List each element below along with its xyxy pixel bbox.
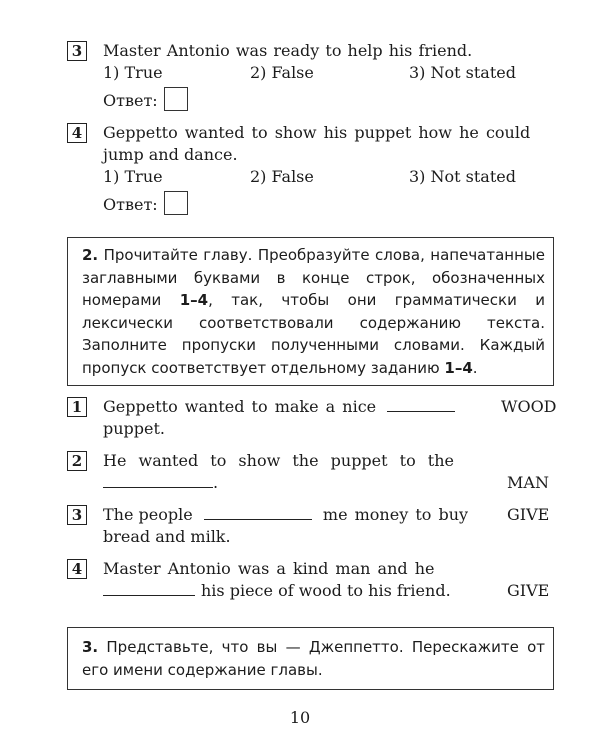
gap-4-text-after: his piece of wood to his friend. — [201, 581, 451, 600]
q4-answer-box[interactable] — [164, 191, 188, 215]
gap-2-line1: He wanted to show the puppet to the — [103, 451, 455, 470]
gap-4-blank[interactable] — [103, 581, 195, 596]
q3-option-1: 1) True — [103, 63, 163, 82]
q3-option-2: 2) False — [250, 63, 314, 82]
gap-3-text-before: The people — [103, 505, 193, 524]
gap-4-line2 — [103, 580, 451, 602]
gap-3-text-after: me money to buy — [322, 505, 469, 524]
task-2-range-2: 1–4 — [444, 358, 473, 377]
gap-3-line2: bread and milk. — [103, 527, 231, 546]
q4-option-3: 3) Not stated — [409, 167, 516, 186]
gap-3-line1 — [103, 504, 468, 526]
gap-2-key-word: MAN — [507, 473, 549, 492]
q4-option-1: 1) True — [103, 167, 163, 186]
gap-1-text-before: Geppetto wanted to make a nice — [103, 397, 377, 416]
gap-3-blank[interactable] — [204, 505, 312, 520]
gap-1-line2: puppet. — [103, 419, 166, 438]
q4-option-2: 2) False — [250, 167, 314, 186]
q3-answer-label: Ответ: — [103, 91, 158, 110]
gap-number-2: 2 — [67, 451, 87, 471]
question-4-text-line2: jump and dance. — [103, 145, 238, 164]
gap-3-key-word: GIVE — [507, 505, 550, 524]
gap-1-line1 — [103, 396, 455, 418]
task-2-text-b: , так, чтобы они грамматически и лексически соответствовали содержанию текста. Заполните пропуски полученными словами. Каждый пропуск соответствует отдельному заданию — [82, 291, 545, 377]
question-3-text: Master Antonio was ready to help his friend. — [103, 41, 473, 60]
task-3-text: Представьте, что вы — Джеппетто. Перескажите от его имени содержание главы. — [82, 638, 545, 679]
task-2-text-end: . — [472, 358, 478, 377]
gap-number-4: 4 — [67, 559, 87, 579]
task-2-instructions — [67, 237, 554, 386]
page-number: 10 — [289, 708, 311, 727]
gap-4-key-word: GIVE — [507, 581, 550, 600]
gap-2-text-after: . — [213, 473, 219, 492]
question-4-text-line1: Geppetto wanted to show his puppet how he could — [103, 123, 531, 142]
q3-answer-box[interactable] — [164, 87, 188, 111]
gap-number-1: 1 — [67, 397, 87, 417]
task-2-text-a: Прочитайте главу. Преобразуйте слова, напечатанные заглавными буквами в конце строк, обозначенных номерами — [82, 246, 545, 309]
question-number-3: 3 — [67, 41, 87, 61]
task-2-number: 2. — [82, 246, 99, 264]
gap-number-3: 3 — [67, 505, 87, 525]
gap-4-line1: Master Antonio was a kind man and he — [103, 559, 435, 578]
gap-2-blank[interactable] — [103, 473, 213, 488]
question-number-4: 4 — [67, 123, 87, 143]
gap-2-line2 — [103, 472, 218, 494]
gap-1-blank[interactable] — [387, 397, 455, 412]
q3-option-3: 3) Not stated — [409, 63, 516, 82]
task-2-range-1: 1–4 — [179, 291, 209, 309]
gap-1-key-word: WOOD — [501, 397, 557, 416]
task-3-number: 3. — [82, 638, 99, 656]
q4-answer-label: Ответ: — [103, 195, 158, 214]
task-3-instructions — [67, 627, 554, 690]
